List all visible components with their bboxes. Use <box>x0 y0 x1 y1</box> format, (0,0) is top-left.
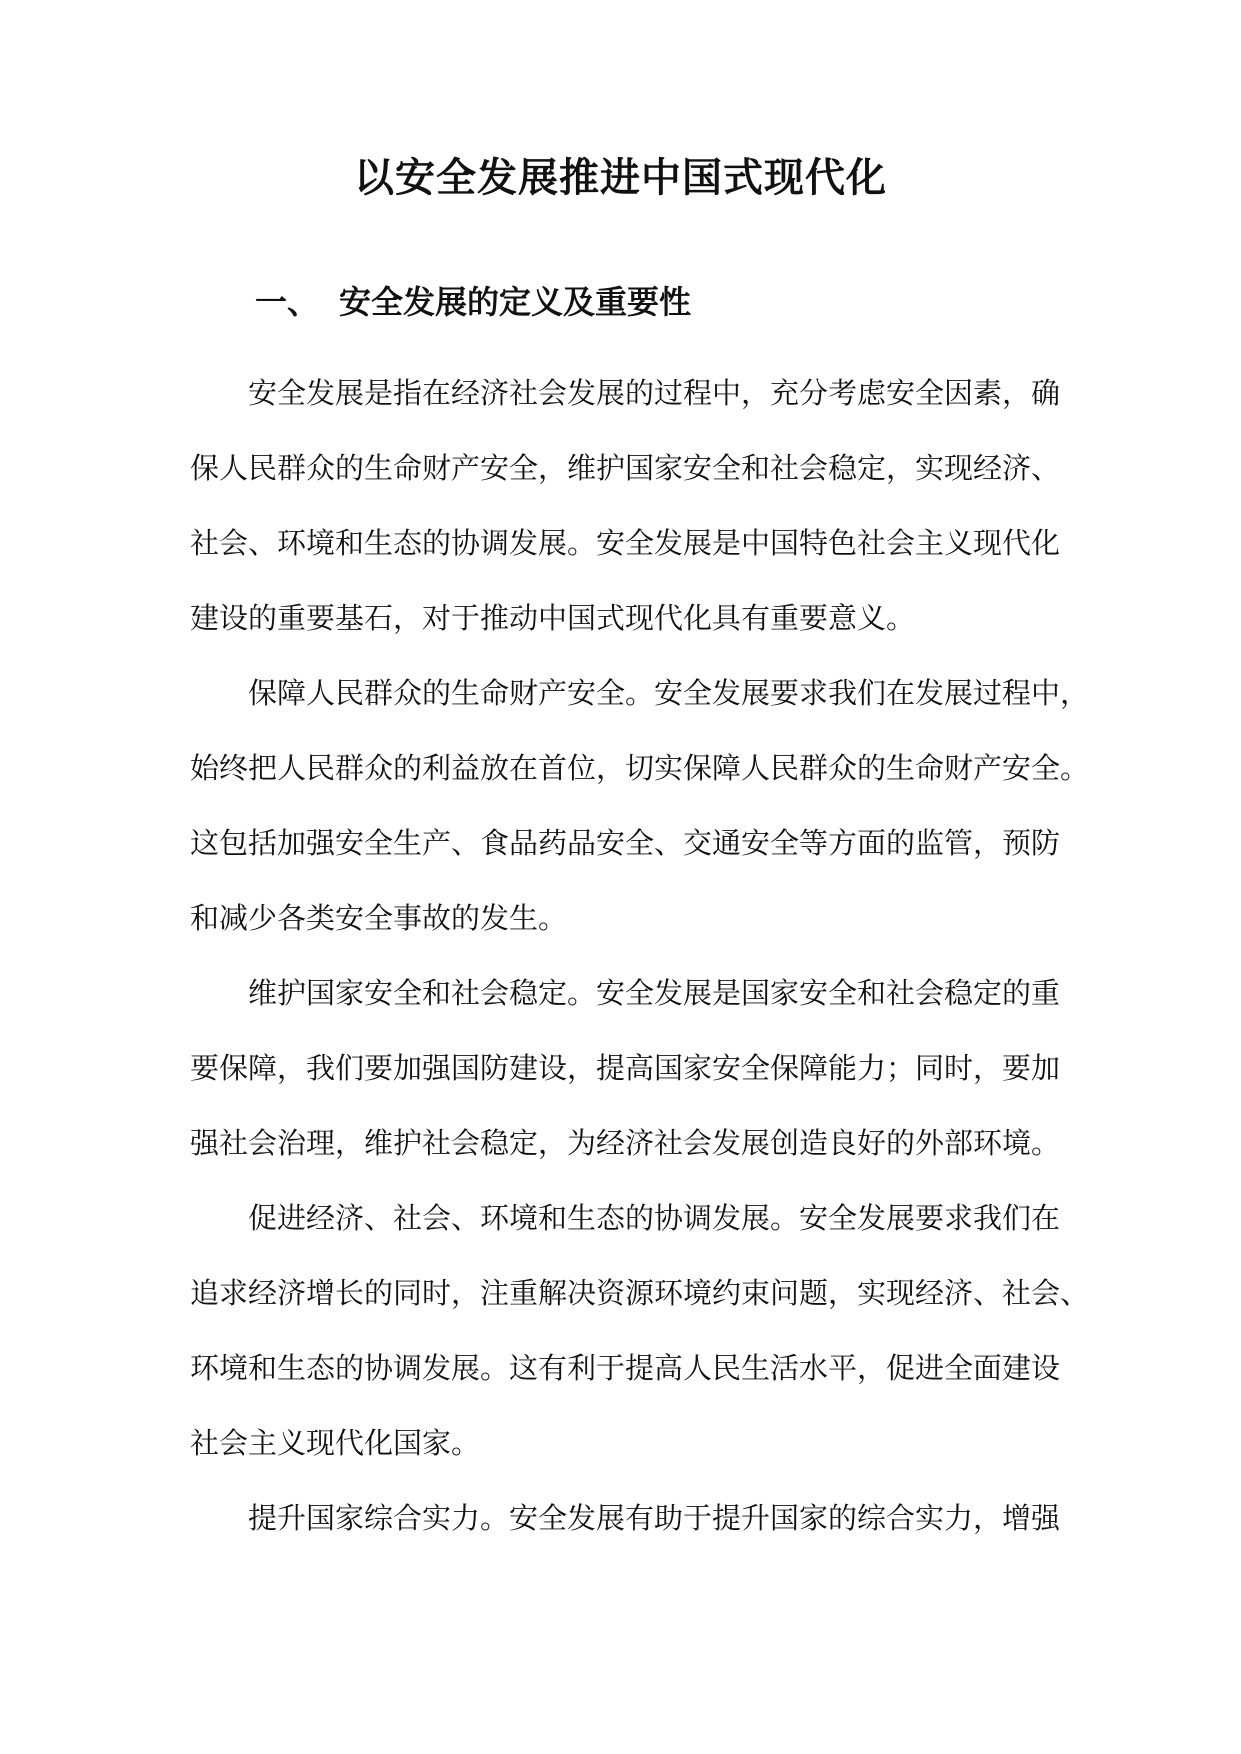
section-heading <box>255 280 691 324</box>
paragraph-line: 社会主义现代化国家。 <box>190 1426 481 1460</box>
paragraph <box>190 1481 1070 1556</box>
section-number: 一、 <box>255 283 320 321</box>
paragraph-line: 促进经济、社会、环境和生态的协调发展。安全发展要求我们在 <box>248 1201 1061 1235</box>
paragraph-line: 维护国家安全和社会稳定。安全发展是国家安全和社会稳定的重 <box>248 976 1061 1010</box>
paragraph-line: 强社会治理，维护社会稳定，为经济社会发展创造良好的外部环境。 <box>190 1126 1061 1160</box>
paragraph-line: 建设的重要基石，对于推动中国式现代化具有重要意义。 <box>190 601 916 635</box>
paragraph-line: 要保障，我们要加强国防建设，提高国家安全保障能力；同时，要加 <box>190 1051 1061 1085</box>
paragraph-line: 社会、环境和生态的协调发展。安全发展是中国特色社会主义现代化 <box>190 526 1061 560</box>
paragraph-line: 保障人民群众的生命财产安全。安全发展要求我们在发展过程中， <box>248 676 1090 710</box>
paragraph <box>190 356 1070 656</box>
paragraph <box>190 656 1090 956</box>
paragraph-line: 始终把人民群众的利益放在首位，切实保障人民群众的生命财产安全。 <box>190 751 1090 785</box>
paragraph-line: 这包括加强安全生产、食品药品安全、交通安全等方面的监管，预防 <box>190 826 1061 860</box>
section-title: 安全发展的定义及重要性 <box>339 283 692 321</box>
paragraph-line: 提升国家综合实力。安全发展有助于提升国家的综合实力，增强 <box>248 1501 1061 1535</box>
paragraph-line: 保人民群众的生命财产安全，维护国家安全和社会稳定，实现经济、 <box>190 451 1061 485</box>
paragraph <box>190 1181 1090 1481</box>
paragraph-line: 和减少各类安全事故的发生。 <box>190 901 568 935</box>
body-text <box>190 356 1090 1556</box>
paragraph-line: 安全发展是指在经济社会发展的过程中，充分考虑安全因素，确 <box>248 376 1061 410</box>
document-title: 以安全发展推进中国式现代化 <box>354 154 887 201</box>
paragraph <box>190 956 1070 1181</box>
paragraph-line: 追求经济增长的同时，注重解决资源环境约束问题，实现经济、社会、 <box>190 1276 1090 1310</box>
paragraph-line: 环境和生态的协调发展。这有利于提高人民生活水平，促进全面建设 <box>190 1351 1061 1385</box>
